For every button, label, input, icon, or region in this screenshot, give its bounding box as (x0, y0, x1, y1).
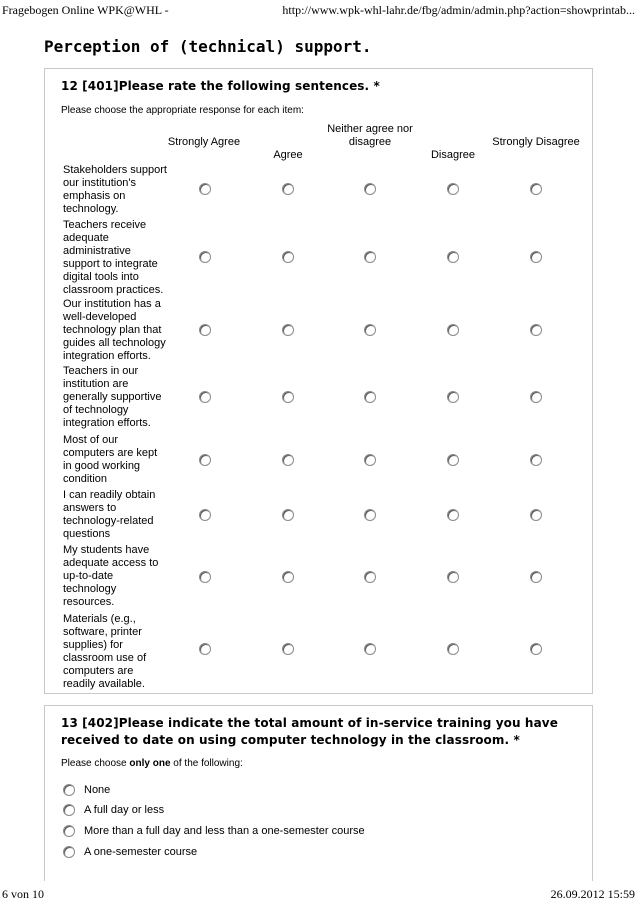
radio-option[interactable] (530, 251, 542, 263)
radio-option[interactable] (447, 183, 459, 195)
radio-option[interactable] (199, 454, 211, 466)
browser-url: http://www.wpk-whl-lahr.de/fbg/admin/admin.php?action=showprintab... (282, 3, 635, 17)
option-label: None (84, 784, 111, 796)
radio-option[interactable] (530, 183, 542, 195)
radio-option[interactable] (199, 324, 211, 336)
question-12-help: Please choose the appropriate response for each item: (61, 105, 304, 116)
radio-option[interactable] (530, 643, 542, 655)
radio-option[interactable] (364, 251, 376, 263)
radio-option[interactable] (530, 324, 542, 336)
radio-option[interactable] (447, 643, 459, 655)
radio-option[interactable] (447, 391, 459, 403)
help-emphasis: only one (129, 758, 171, 769)
radio-option[interactable] (530, 571, 542, 583)
column-header-strongly-disagree: Strongly Disagree (492, 136, 580, 148)
question-13-box (44, 705, 593, 881)
radio-option[interactable] (199, 509, 211, 521)
radio-option[interactable] (364, 454, 376, 466)
question-13-help (61, 758, 243, 769)
column-header-disagree: Disagree (430, 149, 476, 161)
help-suffix: of the following: (170, 758, 243, 769)
radio-option[interactable] (364, 183, 376, 195)
radio-option[interactable] (63, 846, 75, 858)
radio-option[interactable] (447, 454, 459, 466)
row-label: Stakeholders support our institution's emphasis on technology. (63, 164, 167, 215)
radio-option[interactable] (530, 509, 542, 521)
row-label: Teachers in our institution are generally supportive of technology integration efforts. (63, 365, 162, 429)
question-12-title: 12 [401]Please rate the following sentences. * (61, 79, 380, 93)
column-header-neither: Neither agree nor disagree (327, 123, 413, 148)
row-label: I can readily obtain answers to technology-related questions (63, 489, 156, 540)
radio-option[interactable] (63, 804, 75, 816)
option-label: More than a full day and less than a one-semester course (84, 825, 365, 837)
radio-option[interactable] (447, 324, 459, 336)
radio-option[interactable] (199, 251, 211, 263)
row-label: Most of our computers are kept in good working condition (63, 434, 158, 485)
row-label: My students have adequate access to up-to-date technology resources. (63, 544, 159, 608)
radio-option[interactable] (199, 571, 211, 583)
radio-option[interactable] (447, 251, 459, 263)
radio-option[interactable] (199, 643, 211, 655)
row-label: Teachers receive adequate administrative support to integrate digital tools into classroom practices. (63, 219, 164, 296)
question-13-title: 13 [402]Please indicate the total amount of in-service training you have received to date on using computer technology in the classroom. * (61, 716, 558, 747)
footer-datetime: 26.09.2012 15:59 (550, 887, 635, 901)
help-prefix: Please choose (61, 758, 130, 769)
column-header-strongly-agree: Strongly Agree (167, 136, 241, 148)
radio-option[interactable] (530, 391, 542, 403)
radio-option[interactable] (447, 571, 459, 583)
radio-option[interactable] (447, 509, 459, 521)
row-label: Our institution has a well-developed technology plan that guides all technology integration efforts. (63, 298, 166, 362)
radio-option[interactable] (282, 251, 294, 263)
question-12-box (44, 68, 593, 694)
radio-option[interactable] (282, 571, 294, 583)
radio-option[interactable] (530, 454, 542, 466)
row-label: Materials (e.g., software, printer supplies) for classroom use of computers are readily available. (63, 613, 147, 690)
radio-option[interactable] (63, 825, 75, 837)
footer-page-number: 6 von 10 (2, 887, 44, 901)
radio-option[interactable] (63, 784, 75, 796)
radio-option[interactable] (282, 454, 294, 466)
radio-option[interactable] (282, 643, 294, 655)
section-title: Perception of (technical) support. (44, 37, 372, 56)
radio-option[interactable] (364, 571, 376, 583)
radio-option[interactable] (282, 509, 294, 521)
browser-page-title: Fragebogen Online WPK@WHL - (2, 3, 169, 17)
radio-option[interactable] (282, 183, 294, 195)
radio-option[interactable] (364, 324, 376, 336)
radio-option[interactable] (364, 391, 376, 403)
radio-option[interactable] (282, 324, 294, 336)
radio-option[interactable] (364, 643, 376, 655)
radio-option[interactable] (282, 391, 294, 403)
column-header-agree: Agree (273, 149, 303, 161)
radio-option[interactable] (199, 391, 211, 403)
radio-option[interactable] (364, 509, 376, 521)
option-label: A one-semester course (84, 846, 198, 858)
radio-option[interactable] (199, 183, 211, 195)
option-label: A full day or less (84, 804, 165, 816)
